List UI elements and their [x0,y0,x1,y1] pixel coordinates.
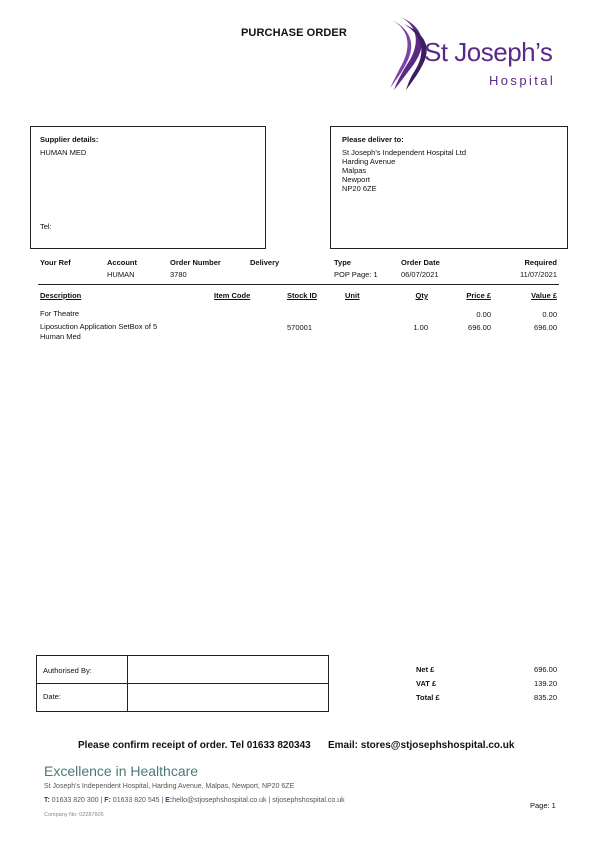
fax-label: F: [104,797,111,804]
col-unit: Unit [345,291,360,300]
footer-strapline: Excellence in Healthcare [44,763,199,779]
account-label: Account [107,258,137,267]
total-value: 835.20 [534,693,557,702]
authorisation-box [36,655,329,712]
logo-subtitle: Hospital [489,73,556,88]
row-stock-id: 570001 [287,323,313,332]
row-price: 0.00 [476,310,491,319]
deliver-line: St Joseph's Independent Hospital Ltd [342,148,467,157]
deliver-line: Harding Avenue [342,157,396,166]
col-description: Description [40,291,82,300]
order-date-value: 06/07/2021 [401,270,439,279]
confirm-text: Please confirm receipt of order. Tel 01633 820343 [78,740,311,751]
deliver-box [330,126,568,249]
order-number-label: Order Number [170,258,221,267]
tel-label: T: [44,797,50,804]
supplier-heading: Supplier details: [40,135,99,144]
supplier-name: HUMAN MED [40,148,87,157]
page-title: PURCHASE ORDER [241,27,347,39]
supplier-box [30,126,266,249]
col-stock-id: Stock ID [287,291,318,300]
your-ref-label: Your Ref [40,258,71,267]
auth-divider-h [37,683,328,684]
row-description: Liposuction Application SetBox of 5 [40,322,158,331]
col-item-code: Item Code [214,291,251,300]
header-divider [38,284,559,285]
type-value: POP Page: 1 [334,270,378,279]
company-number: Company No: 02287605 [44,812,104,818]
deliver-line: Newport [342,175,370,184]
date-label: Date: [43,692,61,701]
order-date-label: Order Date [401,258,440,267]
vat-label: VAT £ [416,679,437,688]
row-value: 0.00 [542,310,557,319]
deliver-line: NP20 6ZE [342,184,377,193]
footer-fax: 01633 820 545 [112,797,160,804]
delivery-label: Delivery [250,258,280,267]
account-value: HUMAN [107,270,135,279]
supplier-tel-label: Tel: [40,222,52,231]
required-value: 11/07/2021 [520,270,557,279]
row-qty: 1.00 [413,323,428,332]
type-label: Type [334,258,351,267]
col-qty: Qty [415,291,428,300]
deliver-line: Malpas [342,166,367,175]
page-number: Page: 1 [530,801,556,810]
row-description-line2: Human Med [40,332,81,341]
confirm-email: Email: stores@stjosephshospital.co.uk [328,740,515,751]
footer-email: hello@stjosephshospital.co.uk [172,797,267,804]
footer-contact: T: 01633 820 300 | F: 01633 820 545 | E:hello@stjosephshospital.co.uk | stjosephshospital.co.uk [44,797,345,804]
email-label: E: [165,797,173,804]
order-number-value: 3780 [170,270,187,279]
required-label: Required [524,258,557,267]
row-price: 696.00 [468,323,491,332]
row-description: For Theatre [40,309,80,318]
authorised-by-label: Authorised By: [43,666,92,675]
footer-address: St Joseph's Independent Hospital, Harding Avenue, Malpas, Newport, NP20 6ZE [44,783,295,790]
col-value: Value £ [531,291,557,300]
deliver-heading: Please deliver to: [342,135,404,144]
row-value: 696.00 [534,323,557,332]
footer-tel: 01633 820 300 [51,797,99,804]
col-price: Price £ [466,291,491,300]
net-label: Net £ [416,665,435,674]
vat-value: 139.20 [534,679,557,688]
footer-web: stjosephshospital.co.uk [272,797,345,804]
logo-name: St Joseph’s [424,37,553,67]
net-value: 696.00 [534,665,557,674]
total-label: Total £ [416,693,440,702]
